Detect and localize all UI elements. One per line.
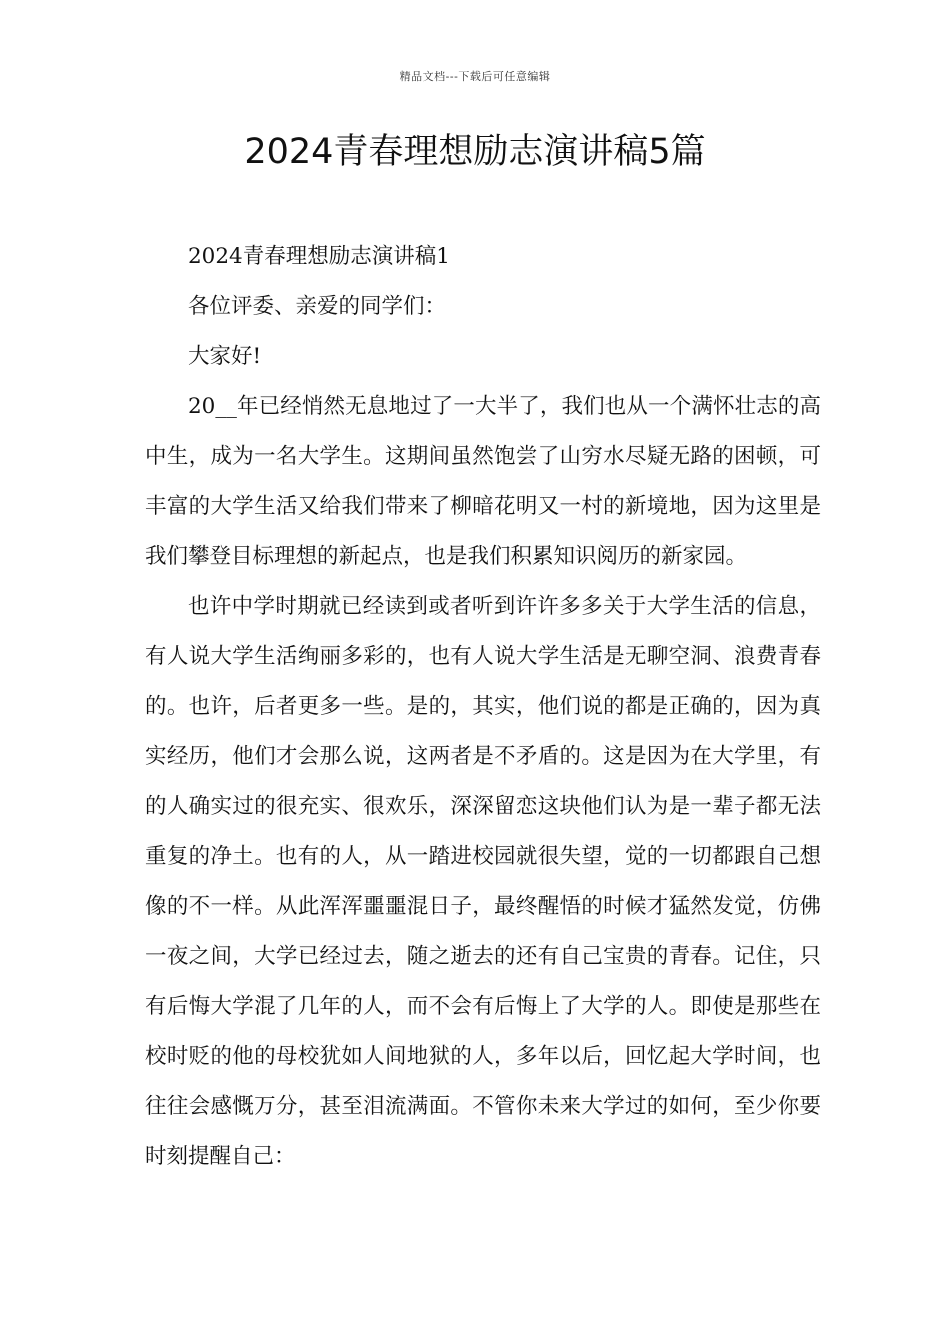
body-paragraph: 20__年已经悄然无息地过了一大半了，我们也从一个满怀壮志的高中生，成为一名大学生。这期间虽然饱尝了山穷水尽疑无路的困顿，可丰富的大学生活又给我们带来了柳暗花明又一村的新境地，因为这里是我们攀登目标理想的新起点，也是我们积累知识阅历的新家园。 — [145, 394, 821, 569]
salutation: 各位评委、亲爱的同学们： — [188, 294, 447, 319]
header-note: 精品文档---下载后可任意编辑 — [399, 70, 551, 83]
document-title: 2024青春理想励志演讲稿5篇 — [244, 132, 706, 172]
section-heading: 2024青春理想励志演讲稿1 — [188, 244, 450, 269]
body-paragraph: 也许中学时期就已经读到或者听到许许多多关于大学生活的信息，有人说大学生活绚丽多彩的，也有人说大学生活是无聊空洞、浪费青春的。也许，后者更多一些。是的，其实，他们说的都是正确的，因为真实经历，他们才会那么说，这两者是不矛盾的。这是因为在大学里，有的人确实过的很充实、很欢乐，深深留恋这块他们认为是一辈子都无法重复的净土。也有的人，从一踏进校园就很失望，觉的一切都跟自己想像的不一样。从此浑浑噩噩混日子，最终醒悟的时候才猛然发觉，仿佛一夜之间，大学已经过去，随之逝去的还有自己宝贵的青春。记住，只有后悔大学混了几年的人，而不会有后悔上了大学的人。即使是那些在校时贬的他的母校犹如人间地狱的人，多年以后，回忆起大学时间，也往往会感慨万分，甚至泪流满面。不管你未来大学过的如何，至少你要时刻提醒自己： — [145, 594, 821, 1169]
greeting: 大家好! — [188, 344, 262, 369]
document-body — [145, 232, 821, 1182]
